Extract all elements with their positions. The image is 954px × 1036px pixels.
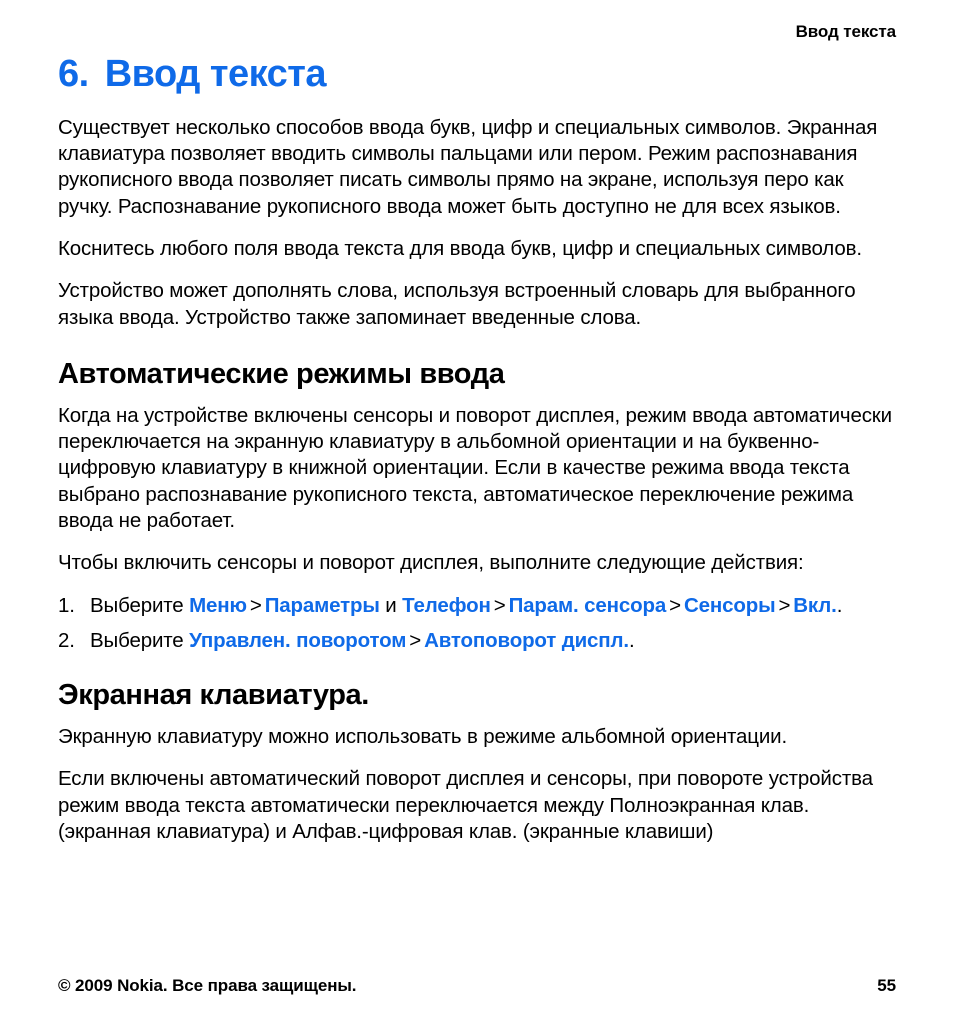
menu-path-item: Меню	[189, 593, 247, 617]
menu-path-separator: >	[409, 628, 422, 652]
auto-paragraph-2: Чтобы включить сенсоры и поворот дисплея, выполните следующие действия:	[58, 551, 804, 575]
step-trailing-punctuation: .	[628, 628, 635, 652]
menu-path-item: Автоповорот диспл.	[424, 628, 629, 652]
step-marker: 2.	[58, 628, 75, 652]
menu-path-item: Вкл.	[793, 593, 837, 617]
section-heading-onscreen-keyboard: Экранная клавиатура.	[58, 679, 369, 712]
intro-paragraph-3: Устройство может дополнять слова, используя встроенный словарь для выбранного языка ввода. Устройство также запоминает введенные слова.	[58, 279, 856, 329]
steps-list	[58, 593, 898, 655]
list-item	[58, 628, 898, 654]
copyright-notice: © 2009 Nokia. Все права защищены.	[58, 976, 357, 995]
step-lead-text: Выберите	[90, 628, 190, 652]
menu-path-item: Параметры	[264, 593, 380, 617]
chapter-title-text: Ввод текста	[104, 53, 327, 95]
menu-path-item: Телефон	[402, 593, 491, 617]
keyboard-paragraph-1: Экранную клавиатуру можно использовать в режиме альбомной ориентации.	[58, 725, 788, 749]
running-head: Ввод текста	[795, 22, 896, 41]
menu-path-conjunction: и	[379, 593, 403, 617]
step-lead-text: Выберите	[90, 593, 190, 617]
menu-path-separator: >	[778, 593, 791, 617]
menu-path-separator: >	[669, 593, 681, 617]
menu-path-item: Сенсоры	[683, 593, 776, 617]
menu-path-item: Парам. сенсора	[508, 593, 667, 617]
page-footer	[58, 976, 896, 996]
page-number: 55	[877, 976, 896, 995]
step-marker: 1.	[58, 593, 75, 617]
menu-path-separator: >	[249, 593, 262, 617]
keyboard-paragraph-2: Если включены автоматический поворот дисплея и сенсоры, при повороте устройства режим ввода текста автоматически переключается между Полноэкранная клав. (экранная клавиатура) и Алфав.-цифровая клав. (экранные клавиши)	[58, 767, 873, 844]
page-content	[58, 55, 898, 845]
section-heading-auto-input-modes: Автоматические режимы ввода	[58, 357, 505, 390]
page-title	[58, 55, 898, 95]
menu-path-item: Управлен. поворотом	[189, 628, 407, 652]
step-menu-path	[189, 594, 837, 617]
intro-paragraph-1: Существует несколько способов ввода букв, цифр и специальных символов. Экранная клавиатура позволяет вводить символы пальцами или пером. Режим распознавания рукописного ввода позволяет писать символы прямо на экране, используя перо как ручку. Распознавание рукописного ввода может быть доступно не для всех языков.	[58, 115, 878, 218]
step-trailing-punctuation: .	[836, 593, 843, 617]
auto-paragraph-1: Когда на устройстве включены сенсоры и поворот дисплея, режим ввода автоматически переключается на экранную клавиатуру в альбомной ориентации и на буквенно-цифровую клавиатуру в книжной ориентации. Если в качестве режима ввода текста выбрано распознавание рукописного текста, автоматическое переключение режима ввода не работает.	[58, 403, 892, 533]
menu-path-separator: >	[493, 593, 506, 617]
step-menu-path	[189, 629, 629, 652]
intro-paragraph-2: Коснитесь любого поля ввода текста для ввода букв, цифр и специальных символов.	[58, 237, 862, 261]
chapter-number: 6.	[58, 53, 89, 95]
list-item	[58, 593, 898, 619]
